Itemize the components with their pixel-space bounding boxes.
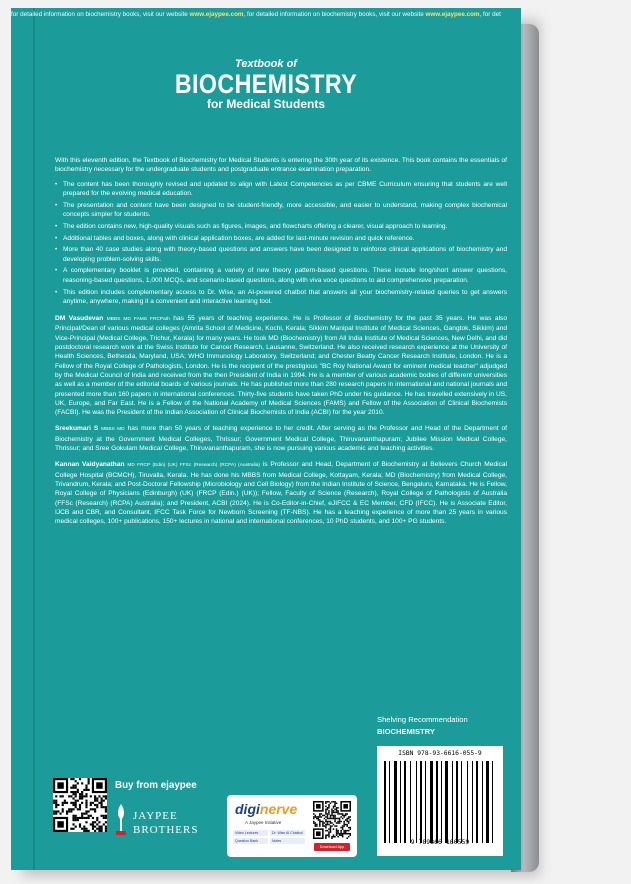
title-sub: for Medical Students bbox=[206, 97, 325, 111]
title-main: BIOCHEMISTRY bbox=[174, 69, 358, 99]
author-credentials: MBBS MD FAMS FRCPath bbox=[106, 317, 170, 323]
ticker-url-2: www.ejaypee.com bbox=[425, 11, 480, 18]
diginerve-feature: Dr. Wise AI Chatbot bbox=[270, 830, 305, 836]
barcode-bar bbox=[400, 761, 401, 843]
book-title bbox=[11, 58, 521, 111]
barcode-bar bbox=[410, 761, 411, 843]
qr-code-icon bbox=[53, 778, 107, 832]
author-bio-text: has more than 50 years of teaching experience to her credit. After serving as the Professor and Head of the Department of Biochemistry at the Government Medical Colleges, Thrissur; Government Medical College, Thiruvananthapuram; Jubilee Mission Medical College, Thrissur; and Sree Gokulam Medical College, Thiruvananthapuram, she is now pursuing various academic and teaching activities. bbox=[55, 425, 507, 453]
download-app-badge: Download App bbox=[314, 843, 350, 851]
diginerve-feature: Notes bbox=[270, 838, 305, 844]
barcode bbox=[377, 746, 503, 856]
barcode-number: 9 789366 160559 bbox=[377, 838, 503, 846]
barcode-bar bbox=[476, 761, 478, 843]
buy-label: Buy from ejaypee bbox=[115, 780, 197, 791]
feature-bullet: • The presentation and content have been designed to be student-friendly, more accessible, and easier to understand, making complex biochemical concepts simpler for students. bbox=[55, 201, 507, 220]
barcode-bar bbox=[427, 761, 429, 843]
author-credentials: MBBS MD bbox=[101, 427, 125, 433]
barcode-bar bbox=[452, 761, 453, 843]
isbn-text: ISBN 978-93-6616-055-9 bbox=[398, 750, 482, 757]
barcode-bar bbox=[434, 761, 435, 843]
feature-bullet-list bbox=[55, 180, 507, 307]
app-qr-code-icon bbox=[313, 801, 351, 839]
diginerve-logo bbox=[235, 801, 297, 817]
barcode-bar bbox=[412, 761, 415, 843]
publisher-line2: BROTHERS bbox=[133, 824, 199, 836]
barcode-bar bbox=[456, 761, 458, 843]
author-bio bbox=[55, 314, 507, 417]
feature-bullet: • The edition contains new, high-quality visuals such as figures, images, and flowcharts offering a clearer, visual approach to learning. bbox=[55, 222, 507, 231]
jaypee-emblem-icon bbox=[115, 802, 127, 836]
barcode-bar bbox=[398, 761, 399, 843]
ticker-url: www.ejaypee.com bbox=[189, 11, 244, 18]
barcode-bar bbox=[463, 761, 466, 843]
publisher-line1: JAYPEE bbox=[133, 810, 178, 822]
barcode-bar bbox=[423, 761, 424, 843]
barcode-bar bbox=[484, 761, 485, 843]
barcode-bar bbox=[391, 761, 393, 843]
barcode-bar bbox=[492, 761, 493, 843]
barcode-bar bbox=[459, 761, 460, 843]
diginerve-logo-b: nerve bbox=[259, 801, 298, 817]
barcode-bar bbox=[439, 761, 440, 843]
title-top: Textbook of bbox=[235, 58, 297, 70]
shelving-label: Shelving Recommendation bbox=[377, 715, 468, 724]
intro-paragraph: With this eleventh edition, the Textbook of Biochemistry for Medical Students is entering the 30th year of its existence. This book contains the essentials of biochemistry necessary for the undergraduate students and postgraduate entrance examination preparation. bbox=[55, 157, 507, 174]
feature-bullet: • A complementary booklet is provided, containing a variety of new theory pattern-based questions. These include long/short answer questions, reasoning-based questions, 1,000 MCQs, and scenario-based questions, along with viva voce questions to aid comprehensive preparation. bbox=[55, 266, 507, 285]
ticker-text-2: , for detailed information on biochemistry books, visit our website bbox=[243, 11, 426, 18]
barcode-bar bbox=[402, 761, 403, 843]
barcode-bar bbox=[384, 761, 386, 843]
diginerve-tagline: A Jaypee Initiative bbox=[245, 820, 282, 825]
barcode-bar bbox=[416, 761, 417, 843]
diginerve-feature: Question Bank bbox=[233, 838, 268, 844]
author-credentials: MD FRCP (Edin) (UK) FFSc (Research) (RCPA) (Australia) bbox=[127, 463, 260, 469]
feature-bullet: • Additional tables and boxes, along with clinical application boxes, are added for last-minute revision and quick reference. bbox=[55, 234, 507, 243]
author-bio-text: has 55 years of teaching experience. He is Professor of Biochemistry for the past 35 years. He was also Principal/Dean of various medical colleges (Amrita School of Medicine, Kochi, Kerala; Sikkim Manipal Institute of Medical Sciences, Gangtok, Sikkim) and Vice-Principal (Medical College, Trichur, Kerala) for many years. He took MD (Biochemistry) from All India Institute of Medical Sciences, New Delhi, and did postdoctoral research work at the Swiss Institute for Cancer Research, Lausanne, Switzerland. He also received research experience at the University of Health Sciences, Bethesda, Maryland, USA; WHO Immunology Laboratory, Switzerland; and Chester Beatty Cancer Research Institute, London. He is a Fellow of the Royal College of Pathologists, London. He is the recipient of the prestigious "BC Roy National Award for eminent medical teacher" adjudged by the Medical Council of India and received from the then President of India in 1994. He is a member of various academic bodies of different universities as well as a member of the editorial boards of various journals. He has published more than 280 research papers in international and national journals and presented more than 160 papers in international conferences. Thirty-five students have taken PhD under his guidance. He has travelled extensively in US, UK, Europe, and Far East. He is a Fellow of the National Academy of Medical Sciences (FAMS) and Fellow of the Association of Clinical Biochemists (FACBI). He was the President of the Indian Association of Clinical Biochemists of India (ACBI) for the year 2010. bbox=[55, 315, 508, 417]
website-ticker bbox=[11, 11, 521, 18]
barcode-bar bbox=[467, 761, 468, 843]
spine-fold bbox=[33, 8, 35, 870]
author-name: Sreekumari S bbox=[55, 425, 99, 433]
author-name: DM Vasudevan bbox=[55, 315, 104, 323]
diginerve-promo bbox=[227, 795, 357, 857]
diginerve-feature: Video Lectures bbox=[233, 830, 268, 836]
barcode-bar bbox=[418, 761, 419, 843]
feature-bullet: • This edition includes complementary access to Dr. Wise, an AI-powered chatbot that answers all your biochemistry-related queries to get answers anytime, anywhere, making it a convenient and interactive learning tool. bbox=[55, 288, 507, 307]
shelving-category: BIOCHEMISTRY bbox=[377, 727, 435, 736]
barcode-bar bbox=[441, 761, 442, 843]
barcode-bar bbox=[407, 761, 409, 843]
cover-body-text bbox=[55, 156, 507, 533]
author-bio bbox=[55, 424, 507, 453]
barcode-bar bbox=[389, 761, 390, 843]
barcode-bar bbox=[469, 761, 471, 843]
barcode-bar bbox=[472, 761, 473, 843]
barcode-bar bbox=[449, 761, 451, 843]
feature-bullet: • More than 40 case studies along with theory-based questions and answers have been designed to reinforce clinical applications of biochemistry and developing problem-solving skills. bbox=[55, 245, 507, 264]
ticker-text-3: , for det bbox=[479, 11, 501, 18]
barcode-bars bbox=[377, 761, 503, 843]
barcode-bar bbox=[394, 761, 397, 843]
diginerve-logo-a: digi bbox=[235, 801, 260, 817]
barcode-bar bbox=[443, 761, 444, 843]
barcode-bar bbox=[425, 761, 426, 843]
barcode-bar bbox=[490, 761, 491, 843]
barcode-bar bbox=[454, 761, 455, 843]
barcode-bar bbox=[387, 761, 388, 843]
shelving-recommendation bbox=[377, 715, 468, 736]
barcode-bar bbox=[445, 761, 448, 843]
barcode-bar bbox=[486, 761, 489, 843]
barcode-bar bbox=[436, 761, 438, 843]
author-bio-text: is Professor and Head, Department of Biochemistry at Believers Church Medical College Hospital (BCMCH), Tiruvalla, Kerala. He has done his MBBS from Medical College, Kottayam, Kerala; MD (Biochemistry) from Medical College, Trivandrum, Kerala; and Post-Doctoral Fellowship (Microbiology and Cell Biology) from the Indian Institute of Science, Bengaluru, Karnataka. He is Fellow, Royal College of Physicians (Edinburgh) (UK) (FRCP (Edin.) (UK)); Fellow, Faculty of Science (Research), Royal College of Pathologists of Australia (FFSc (Research) (RCPA) Australia); and President, ACBI (2024). He is Co-Editor-in-Chief, eJIFCC & EC Member, CFD (IFCC). He is Associate Editor, IJCB and CBR, and Consultant, IFCC Task Force for Newborn Screening (TF-NBS). He has a teaching experience of more than 25 years in various medical colleges, 100+ publications, 150+ lectures in national and international conferences, 10 PhD students, and 100+ PG students. bbox=[55, 461, 508, 526]
barcode-bar bbox=[482, 761, 483, 843]
barcode-bar bbox=[404, 761, 406, 843]
author-bio bbox=[55, 460, 507, 526]
barcode-bar bbox=[474, 761, 475, 843]
barcode-bar bbox=[420, 761, 422, 843]
barcode-bar bbox=[479, 761, 481, 843]
barcode-bar bbox=[494, 761, 496, 843]
barcode-bar bbox=[461, 761, 462, 843]
barcode-bar bbox=[430, 761, 433, 843]
feature-bullet: • The content has been thoroughly revised and updated to align with Latest Competencies as per CBME Curriculum ensuring that students are well prepared for the evolving medical education. bbox=[55, 180, 507, 199]
author-name: Kannan Vaidyanathan bbox=[55, 461, 125, 469]
ticker-text: for detailed information on biochemistry books, visit our website bbox=[11, 11, 190, 18]
diginerve-features bbox=[233, 830, 305, 844]
book-back-cover bbox=[11, 8, 521, 870]
